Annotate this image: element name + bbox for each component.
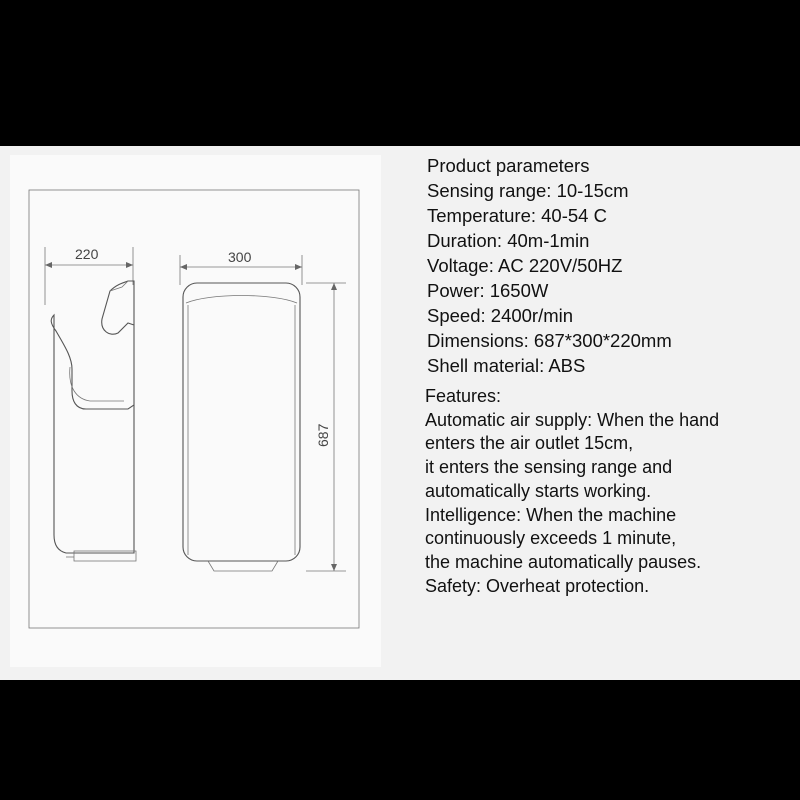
product-parameters [427, 153, 672, 378]
param-speed: Speed: 2400r/min [427, 305, 574, 326]
param-shell-material: Shell material: ABS [427, 355, 586, 376]
param-temperature: Temperature: 40-54 C [427, 205, 607, 226]
front-view-body [183, 283, 300, 561]
product-features [425, 385, 719, 598]
parameters-title: Product parameters [427, 155, 590, 176]
feature-line: Safety: Overheat protection. [425, 575, 650, 596]
features-title: Features: [425, 386, 502, 406]
side-view [45, 246, 136, 561]
front-view-top-curve [186, 296, 297, 304]
param-sensing-range: Sensing range: 10-15cm [427, 180, 629, 201]
feature-line: Automatic air supply: When the hand [425, 409, 720, 430]
side-view-outline [51, 281, 134, 553]
dimension-drawing [10, 155, 381, 667]
feature-line: automatically starts working. [425, 480, 652, 501]
front-view [180, 249, 346, 571]
technical-drawing-panel [10, 155, 381, 667]
depth-dimension-label: 220 [75, 246, 99, 262]
param-duration: Duration: 40m-1min [427, 230, 590, 251]
param-voltage: Voltage: AC 220V/50HZ [427, 255, 623, 276]
feature-line: continuously exceeds 1 minute, [425, 528, 677, 549]
feature-line: Intelligence: When the machine [425, 504, 677, 525]
width-dimension-label: 300 [228, 249, 252, 265]
param-power: Power: 1650W [427, 280, 549, 301]
feature-line: the machine automatically pauses. [425, 551, 702, 572]
feature-line: it enters the sensing range and [425, 457, 673, 478]
front-view-tray [208, 561, 278, 571]
feature-line: enters the air outlet 15cm, [425, 433, 634, 454]
height-dimension-label: 687 [315, 423, 331, 447]
param-dimensions: Dimensions: 687*300*220mm [427, 330, 672, 351]
